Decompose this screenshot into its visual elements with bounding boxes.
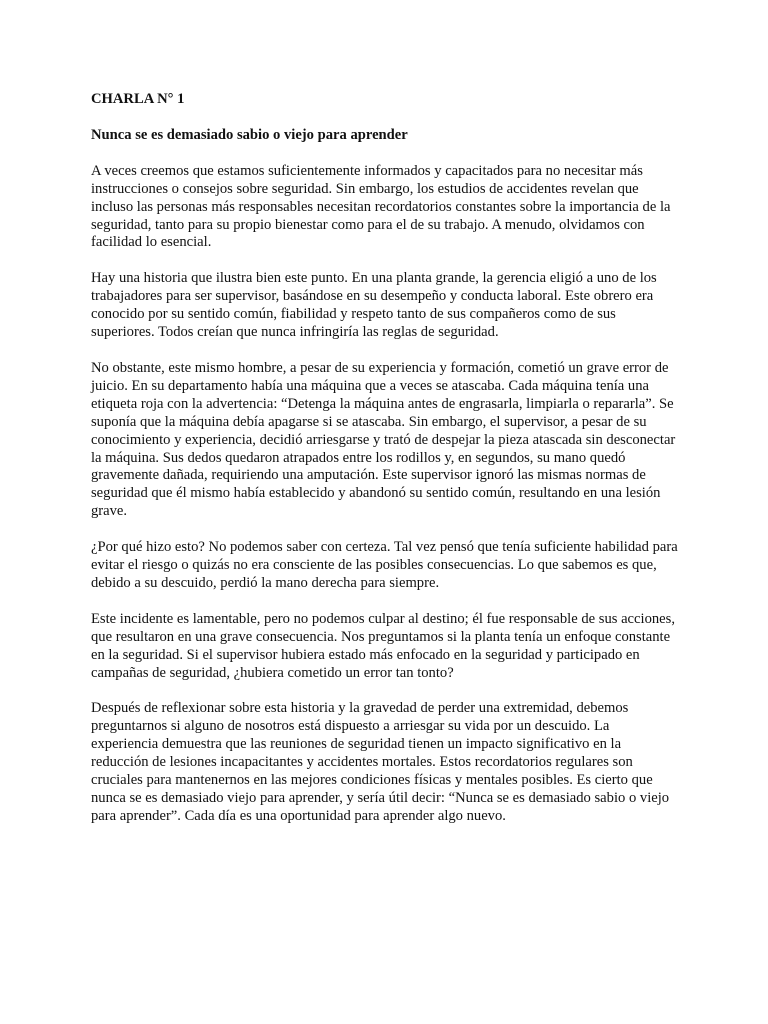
paragraph-5: Este incidente es lamentable, pero no podemos culpar al destino; él fue responsable de sus acciones, que resultaron en una grave consecuencia. Nos preguntamos si la planta tenía un enfoque constante en la seguridad. Si el supervisor hubiera estado más enfocado en la seguridad y participado en campañas de seguridad, ¿hubiera cometido un error tan tonto?	[91, 610, 675, 681]
document-title: CHARLA N° 1	[91, 91, 185, 107]
paragraph-4: ¿Por qué hizo esto? No podemos saber con certeza. Tal vez pensó que tenía suficiente habilidad para evitar el riesgo o quizás no era consciente de las posibles consecuencias. Lo que sabemos es que, debido a su descuido, perdió la mano derecha para siempre.	[91, 539, 678, 591]
paragraph-2: Hay una historia que ilustra bien este punto. En una planta grande, la gerencia eligió a uno de los trabajadores para ser supervisor, basándose en su desempeño y conducta laboral. Este obrero era conocido por su sentido común, fiabilidad y respeto tanto de sus compañeros como de sus superiores. Todos creían que nunca infringiría las reglas de seguridad.	[91, 270, 657, 341]
document-subtitle: Nunca se es demasiado sabio o viejo para aprender	[91, 126, 408, 143]
paragraph-6: Después de reflexionar sobre esta historia y la gravedad de perder una extremidad, debemos preguntarnos si alguno de nosotros está dispuesto a arriesgar su vida por un descuido. La experiencia demuestra que las reuniones de seguridad tienen un impacto significativo en la reducción de lesiones incapacitantes y accidentes mortales. Estos recordatorios regulares son cruciales para mantenernos en las mejores condiciones físicas y mentales posibles. Es cierto que nunca se es demasiado viejo para aprender, y sería útil decir: “Nunca se es demasiado sabio o viejo para aprender”. Cada día es una oportunidad para aprender algo nuevo.	[91, 700, 670, 824]
document-body	[91, 91, 679, 844]
paragraph-3: No obstante, este mismo hombre, a pesar de su experiencia y formación, cometió un grave error de juicio. En su departamento había una máquina que a veces se atascaba. Cada máquina tenía una etiqueta roja con la advertencia: “Detenga la máquina antes de engrasarla, limpiarla o repararla”. Se suponía que la máquina debía apagarse si se atascaba. Sin embargo, el supervisor, a pesar de su conocimiento y experiencia, decidió arriesgarse y trató de despejar la pieza atascada sin desconectar la máquina. Sus dedos quedaron atrapados entre los rodillos y, en segundos, su mano quedó gravemente dañada, requiriendo una amputación. Este supervisor ignoró las mismas normas de seguridad que él mismo había establecido y abandonó su sentido común, resultando en una lesión grave.	[91, 359, 676, 520]
paragraph-1: A veces creemos que estamos suficientemente informados y capacitados para no necesitar más instrucciones o consejos sobre seguridad. Sin embargo, los estudios de accidentes revelan que incluso las personas más responsables necesitan recordatorios constantes sobre la importancia de la seguridad, tanto para su propio bienestar como para el de su trabajo. A menudo, olvidamos con facilidad lo esencial.	[91, 162, 671, 251]
